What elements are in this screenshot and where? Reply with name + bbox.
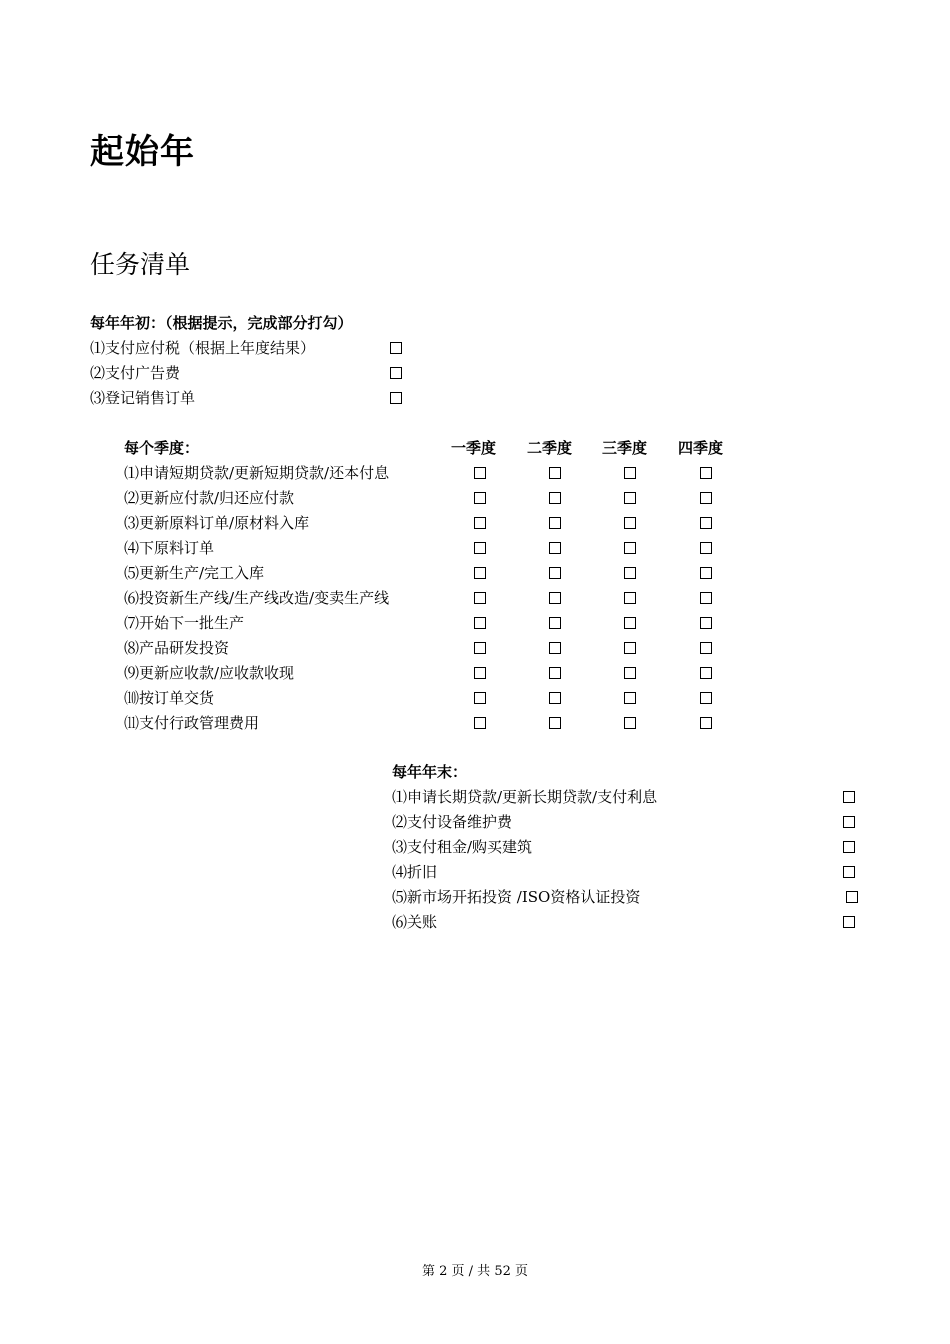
year-end-task-item: ⑵支付设备维护费 — [392, 813, 513, 831]
quarterly-task-item: ⑴申请短期贷款/更新短期贷款/还本付息 — [124, 464, 390, 482]
quarter-4-checkbox[interactable] — [700, 667, 712, 679]
quarter-3-checkbox[interactable] — [624, 492, 636, 504]
year-start-checkbox[interactable] — [390, 342, 402, 354]
quarter-2-checkbox[interactable] — [549, 642, 561, 654]
year-start-item: ⑴支付应付税（根据上年度结果） — [90, 339, 316, 357]
quarter-1-checkbox[interactable] — [474, 492, 486, 504]
quarterly-task-item: ⑹投资新生产线/生产线改造/变卖生产线 — [124, 589, 390, 607]
year-end-heading: 每年年末： — [392, 763, 468, 781]
quarter-4-checkbox[interactable] — [700, 692, 712, 704]
quarter-2-checkbox[interactable] — [549, 517, 561, 529]
quarter-2-checkbox[interactable] — [549, 492, 561, 504]
section-title: 任务清单 — [90, 250, 191, 279]
quarter-3-checkbox[interactable] — [624, 642, 636, 654]
year-start-item: ⑶登记销售订单 — [90, 389, 196, 407]
quarter-4-checkbox[interactable] — [700, 542, 712, 554]
quarter-4-checkbox[interactable] — [700, 492, 712, 504]
quarter-3-checkbox[interactable] — [624, 567, 636, 579]
quarterly-task-item: ⑵更新应付款/归还应付款 — [124, 489, 295, 507]
quarter-3-checkbox[interactable] — [624, 542, 636, 554]
quarter-1-checkbox[interactable] — [474, 692, 486, 704]
year-end-checkbox[interactable] — [846, 891, 858, 903]
quarter-header-3: 三季度 — [602, 439, 648, 457]
year-start-checkbox[interactable] — [390, 367, 402, 379]
quarter-3-checkbox[interactable] — [624, 617, 636, 629]
page-title: 起始年 — [90, 132, 195, 172]
year-start-checkbox[interactable] — [390, 392, 402, 404]
quarter-3-checkbox[interactable] — [624, 517, 636, 529]
quarter-1-checkbox[interactable] — [474, 717, 486, 729]
quarter-header-4: 四季度 — [678, 439, 724, 457]
quarter-4-checkbox[interactable] — [700, 517, 712, 529]
year-start-item: ⑵支付广告费 — [90, 364, 181, 382]
year-end-task-item: ⑴申请长期贷款/更新长期贷款/支付利息 — [392, 788, 658, 806]
quarter-2-checkbox[interactable] — [549, 717, 561, 729]
quarterly-task-item: ⑼更新应收款/应收款收现 — [124, 664, 295, 682]
quarterly-task-item: ⑷下原料订单 — [124, 539, 215, 557]
year-start-heading: 每年年初：（根据提示，完成部分打勾） — [90, 314, 353, 332]
quarterly-task-item: ⑶更新原料订单/原材料入库 — [124, 514, 310, 532]
quarter-4-checkbox[interactable] — [700, 592, 712, 604]
year-end-checkbox[interactable] — [843, 916, 855, 928]
quarter-1-checkbox[interactable] — [474, 542, 486, 554]
quarter-2-checkbox[interactable] — [549, 692, 561, 704]
quarter-1-checkbox[interactable] — [474, 592, 486, 604]
quarter-header-2: 二季度 — [527, 439, 573, 457]
quarter-1-checkbox[interactable] — [474, 642, 486, 654]
quarter-3-checkbox[interactable] — [624, 592, 636, 604]
year-end-checkbox[interactable] — [843, 816, 855, 828]
quarter-4-checkbox[interactable] — [700, 642, 712, 654]
quarter-1-checkbox[interactable] — [474, 667, 486, 679]
quarter-2-checkbox[interactable] — [549, 567, 561, 579]
year-end-task-item: ⑷折旧 — [392, 863, 438, 881]
quarter-1-checkbox[interactable] — [474, 617, 486, 629]
year-end-task-item: ⑸新市场开拓投资 /ISO资格认证投资 — [392, 888, 641, 906]
quarter-1-checkbox[interactable] — [474, 517, 486, 529]
quarter-1-checkbox[interactable] — [474, 467, 486, 479]
quarter-2-checkbox[interactable] — [549, 617, 561, 629]
quarter-2-checkbox[interactable] — [549, 467, 561, 479]
quarter-2-checkbox[interactable] — [549, 667, 561, 679]
quarter-1-checkbox[interactable] — [474, 567, 486, 579]
year-end-checkbox[interactable] — [843, 866, 855, 878]
quarter-3-checkbox[interactable] — [624, 692, 636, 704]
quarter-2-checkbox[interactable] — [549, 542, 561, 554]
year-end-checkbox[interactable] — [843, 841, 855, 853]
quarter-2-checkbox[interactable] — [549, 592, 561, 604]
quarterly-heading: 每个季度： — [124, 439, 200, 457]
quarter-header-1: 一季度 — [451, 439, 497, 457]
quarterly-task-item: ⑺开始下一批生产 — [124, 614, 245, 632]
quarter-4-checkbox[interactable] — [700, 617, 712, 629]
quarterly-task-item: ⑻产品研发投资 — [124, 639, 230, 657]
quarter-3-checkbox[interactable] — [624, 667, 636, 679]
year-end-task-item: ⑹关账 — [392, 913, 438, 931]
quarter-4-checkbox[interactable] — [700, 717, 712, 729]
quarter-3-checkbox[interactable] — [624, 717, 636, 729]
quarter-4-checkbox[interactable] — [700, 467, 712, 479]
year-end-task-item: ⑶支付租金/购买建筑 — [392, 838, 533, 856]
page-footer: 第 2 页 / 共 52 页 — [422, 1264, 528, 1279]
quarterly-task-item: ⑽按订单交货 — [124, 689, 215, 707]
quarterly-task-item: ⑾支付行政管理费用 — [124, 714, 260, 732]
year-end-checkbox[interactable] — [843, 791, 855, 803]
quarter-4-checkbox[interactable] — [700, 567, 712, 579]
quarter-3-checkbox[interactable] — [624, 467, 636, 479]
quarterly-task-item: ⑸更新生产/完工入库 — [124, 564, 265, 582]
